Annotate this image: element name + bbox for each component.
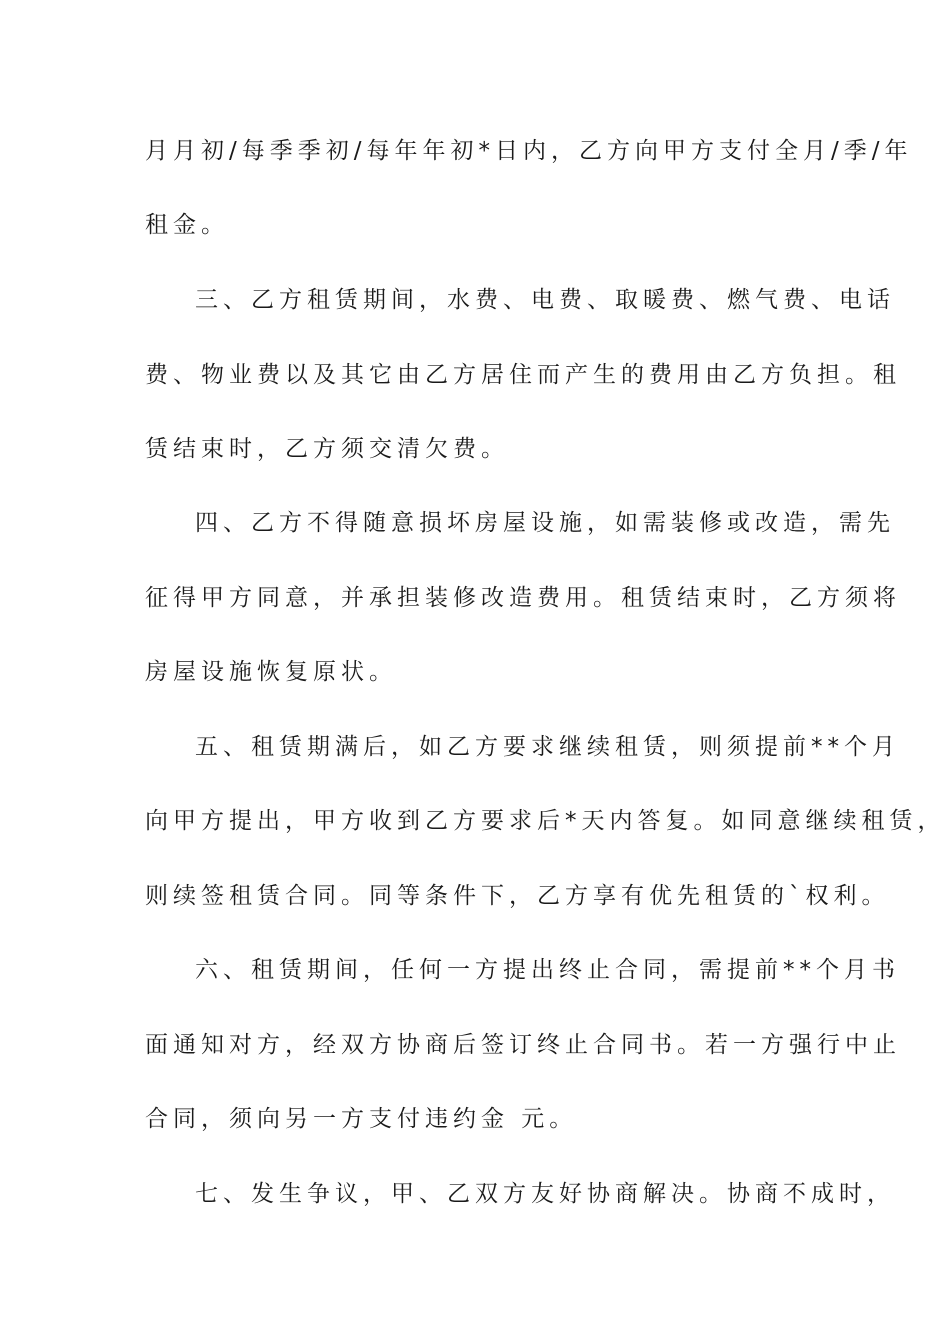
text-line: 赁结束时，乙方须交清欠费。: [145, 436, 509, 462]
paragraph-6-start: 六、租赁期间，任何一方提出终止合同，需提前**个月书: [195, 957, 900, 983]
text-line: 征得甲方同意，并承担装修改造费用。租赁结束时，乙方须将: [145, 585, 901, 611]
text-line: 月月初/每季季初/每年年初*日内，乙方向甲方支付全月/季/年: [145, 138, 913, 164]
text-line: 合同，须向另一方支付违约金 元。: [145, 1106, 578, 1132]
text-line: 房屋设施恢复原状。: [145, 659, 397, 685]
paragraph-5-start: 五、租赁期满后，如乙方要求继续租赁，则须提前**个月: [195, 734, 900, 760]
paragraph-3-start: 三、乙方租赁期间，水费、电费、取暖费、燃气费、电话: [195, 287, 895, 313]
paragraph-4-start: 四、乙方不得随意损坏房屋设施，如需装修或改造，需先: [195, 510, 895, 536]
text-line: 面通知对方，经双方协商后签订终止合同书。若一方强行中止: [145, 1032, 901, 1058]
text-line: 则续签租赁合同。同等条件下，乙方享有优先租赁的`权利。: [145, 883, 890, 909]
text-line: 费、物业费以及其它由乙方居住而产生的费用由乙方负担。租: [145, 362, 901, 388]
text-line: 向甲方提出，甲方收到乙方要求后*天内答复。如同意继续租赁，: [145, 808, 946, 834]
paragraph-7-start: 七、发生争议，甲、乙双方友好协商解决。协商不成时，: [195, 1181, 895, 1207]
text-line: 租金。: [145, 212, 229, 238]
